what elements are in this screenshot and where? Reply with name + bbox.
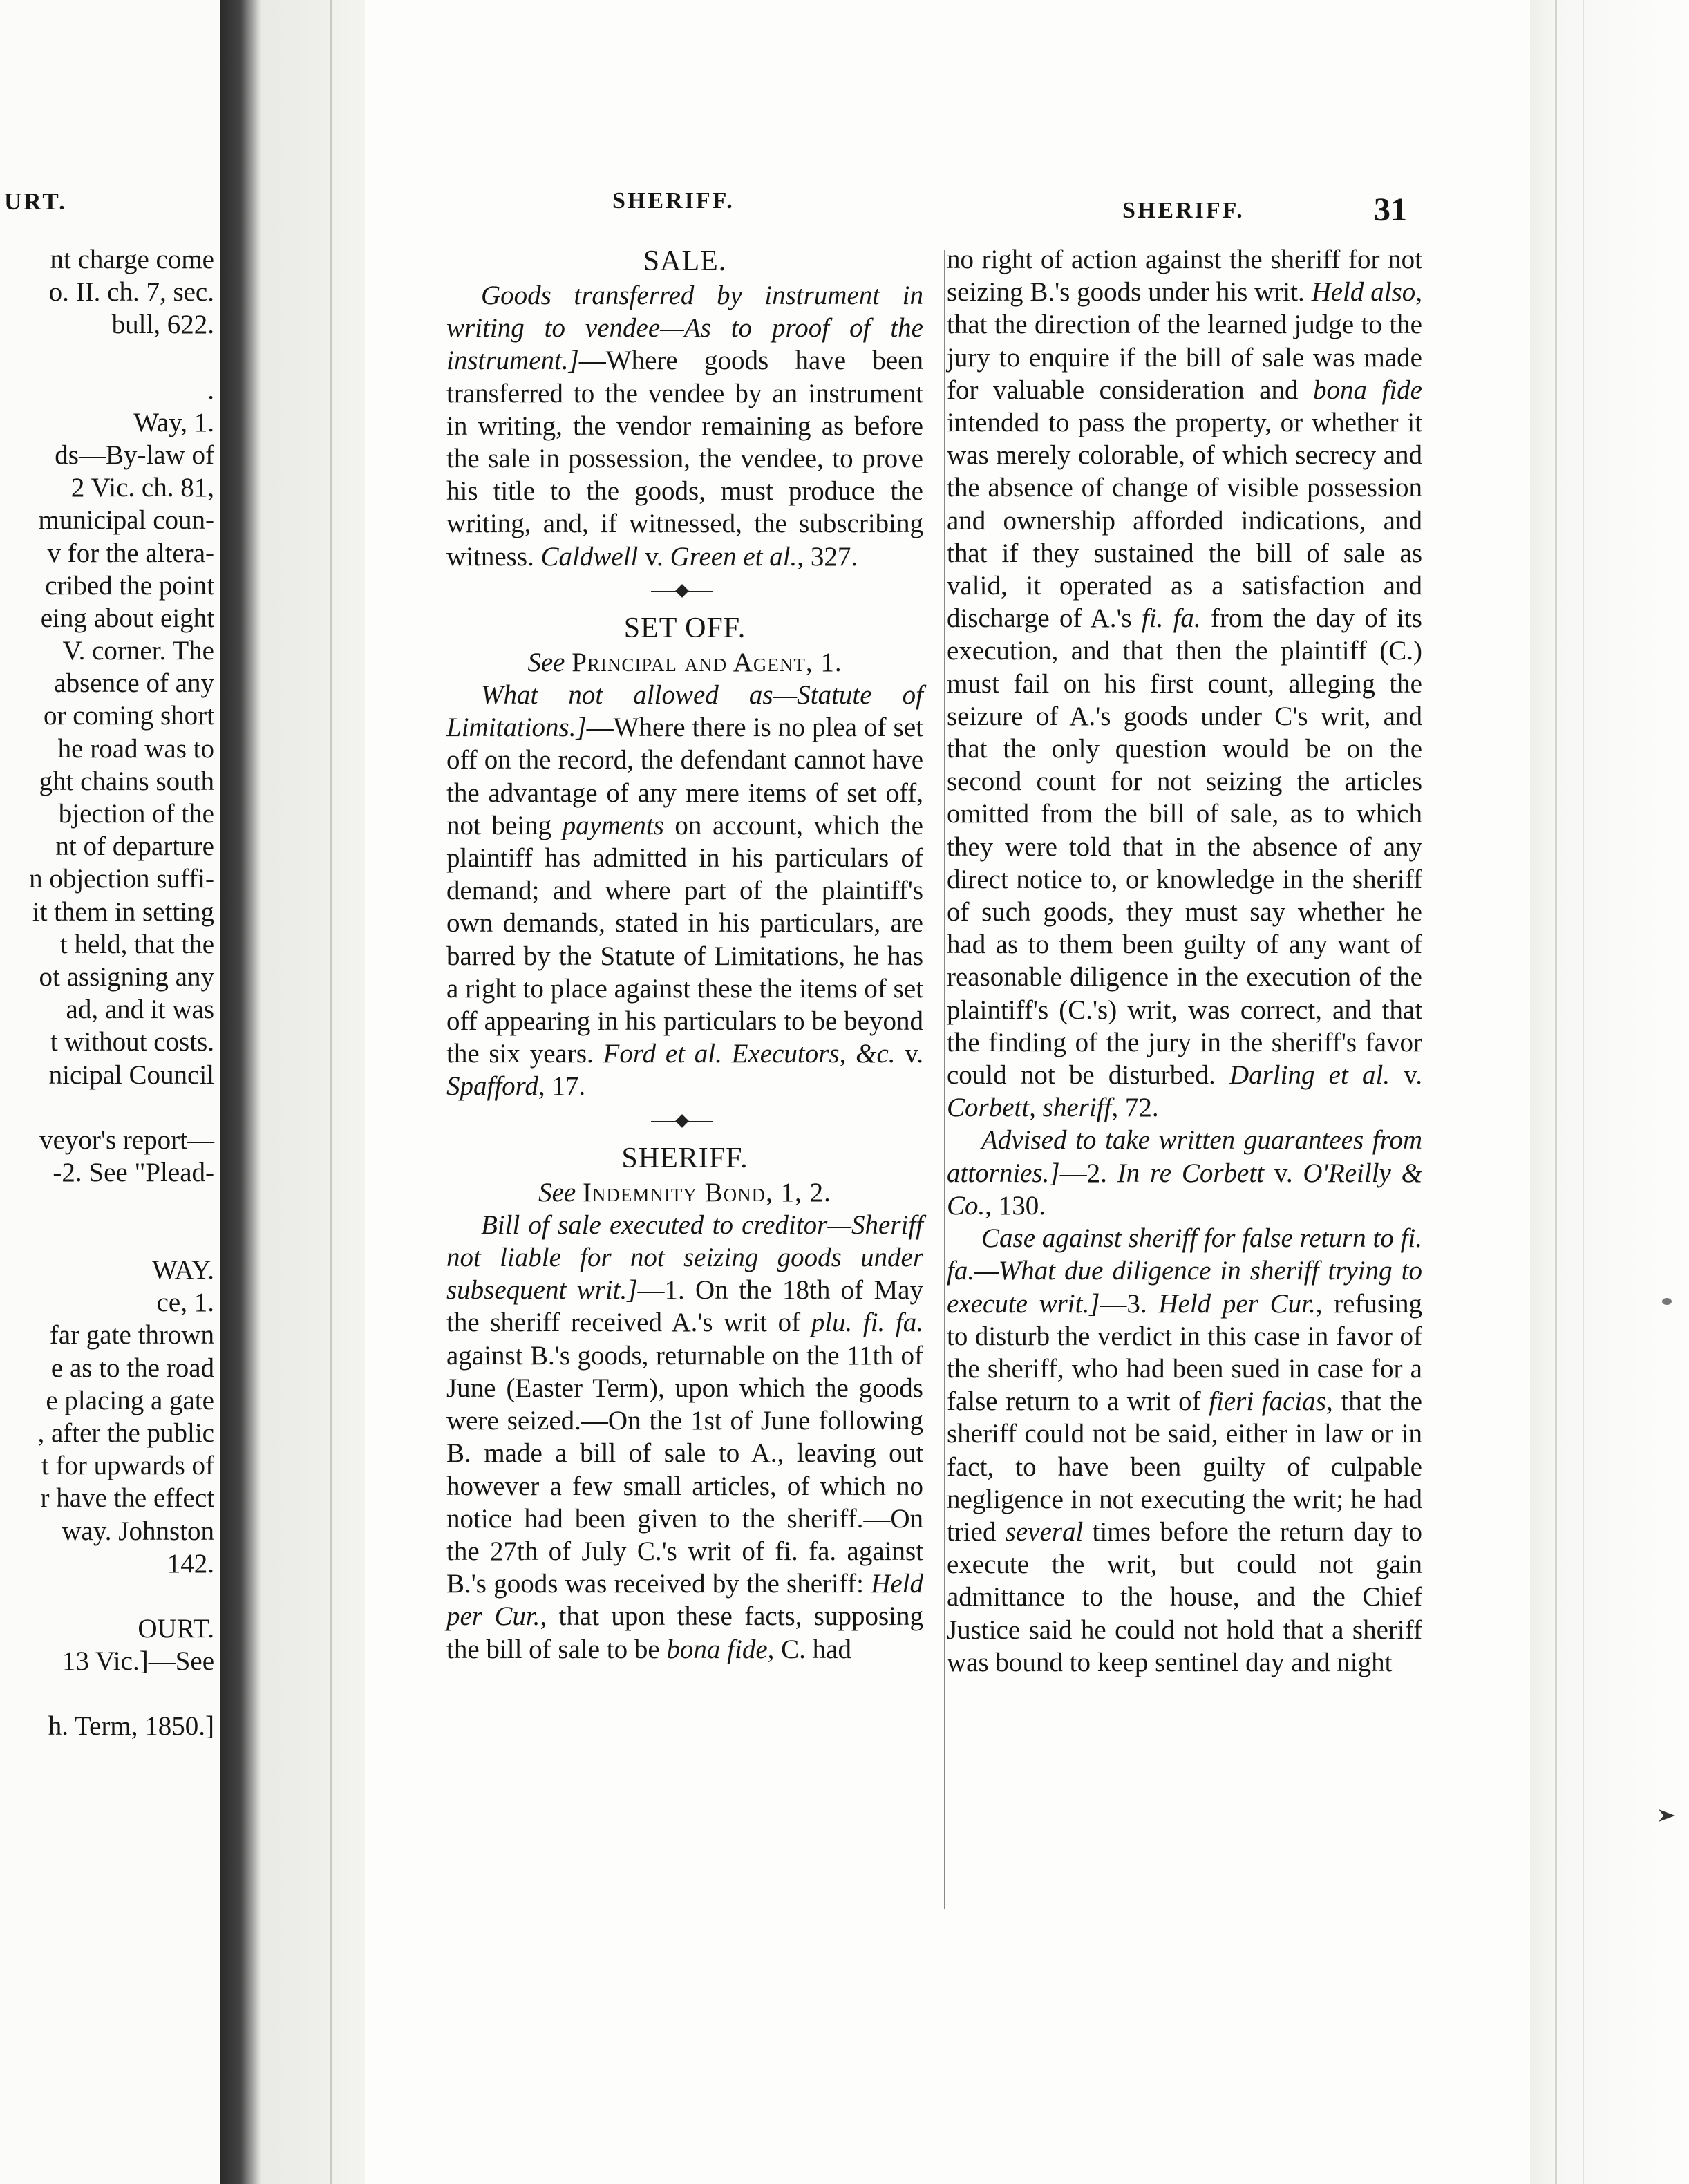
paragraph-text: , that upon these facts, supposing the bill of sale to be — [446, 1601, 923, 1664]
running-head-center: SHERIFF. — [612, 188, 735, 214]
left-page-line: t held, that the — [59, 929, 214, 959]
sheriff-paragraph-1 — [446, 1209, 923, 1666]
headnote: Case against sheriff for false return to fi. fa.—What due diligence in sheriff trying to execute writ.] — [947, 1223, 1422, 1319]
emphasis: Held also — [1311, 277, 1416, 308]
left-page-line: OURT. — [138, 1613, 214, 1644]
emphasis: bona fide — [666, 1634, 768, 1664]
left-page-line: r have the effect — [40, 1483, 214, 1514]
emphasis: fieri facias — [1209, 1386, 1326, 1417]
section-title-set-off: SET OFF. — [623, 612, 746, 644]
sheriff-paragraph-2 — [947, 1124, 1422, 1222]
gutter-divider — [330, 0, 332, 2184]
left-page-text — [0, 243, 214, 1743]
paragraph-text: , that the sheriff could not be said, either in law or in fact, to have been guilty of culpable negligence in not executing the writ; he had tried — [947, 1386, 1422, 1547]
case-name: O'Reilly & Co. — [947, 1158, 1423, 1221]
case-name: Green et al. — [670, 541, 798, 572]
paragraph-text: —3. — [1100, 1288, 1159, 1319]
paragraph-text: times before the return day to execute the writ, but could not gain admittance to the house, and the Chief Justice said he could not hold that a sheriff was bound to keep sentinel day and night — [947, 1516, 1423, 1677]
see-word: See — [538, 1177, 576, 1207]
cross-reference-target: Indemnity Bond, 1, 2. — [582, 1177, 831, 1207]
left-page-line: e placing a gate — [46, 1385, 214, 1415]
emphasis: several — [1005, 1516, 1084, 1547]
column-right — [947, 243, 1422, 1679]
paragraph-text: —Where there is no plea of set off on the record, the defendant cannot have the advantage of any mere items of set off, not being — [446, 713, 923, 840]
set-off-paragraph — [446, 679, 923, 1103]
case-versus: v. — [895, 1039, 924, 1069]
case-versus: v. — [1264, 1158, 1303, 1188]
sale-paragraph — [446, 279, 923, 573]
edge-mark — [1662, 1298, 1672, 1305]
see-word: See — [527, 647, 565, 677]
cross-reference — [446, 1176, 923, 1209]
left-page-line: 13 Vic.]—See — [62, 1646, 214, 1677]
left-page-line: -2. See "Plead- — [53, 1157, 214, 1187]
left-page-line: or coming short — [44, 701, 214, 731]
left-page-line: ght chains south — [39, 766, 214, 796]
page-gutter — [220, 0, 365, 2184]
citation: , 72. — [1111, 1093, 1159, 1123]
page-edge-line — [1555, 0, 1557, 2184]
left-page-line — [0, 1221, 214, 1254]
left-page-line: n objection suffi- — [29, 864, 214, 894]
page-edge-line — [1583, 0, 1584, 2184]
paragraph-text: against B.'s goods, returnable on the 11th of June (Easter Term), upon which the goods were seized.—On the 1st of June following B. made a bill of sale to A., leaving out however a few small articles, of which no notice had been given to the sheriff.—On the 27th of July C.'s writ of fi. fa. against B.'s goods was received by the sheriff: — [446, 1340, 923, 1599]
citation: , 327. — [797, 541, 858, 572]
paragraph-text: , refusing to disturb the verdict in this case in favor of the sheriff, who had been sued in case for a false return to a writ of — [947, 1288, 1422, 1417]
left-page-line: way. Johnston — [62, 1516, 214, 1546]
case-name: Darling et al. — [1229, 1060, 1390, 1091]
paragraph-text: , C. had — [767, 1634, 851, 1664]
paragraph-text: intended to pass the property, or whether it was merely colorable, of which secrecy and the absence of change of visible possession and ownership afforded indications, and that if they sustained the bill of sale as valid, it operated as a satisfaction and discharge of A.'s — [947, 408, 1422, 634]
paragraph-text: —2. — [1059, 1158, 1117, 1188]
left-page-line: nt charge come — [50, 245, 214, 274]
left-page-line: veyor's report— — [39, 1124, 214, 1155]
case-name: In re Corbett — [1117, 1158, 1265, 1188]
left-page-line: cribed the point — [45, 570, 214, 601]
left-page-line: he road was to — [57, 733, 214, 764]
emphasis: Held per Cur. — [1158, 1288, 1316, 1319]
emphasis: fi. fa. — [1141, 603, 1201, 634]
left-page-line: h. Term, 1850.] — [48, 1711, 214, 1742]
left-page-line: o. II. ch. 7, sec. — [48, 277, 214, 308]
left-page-line: absence of any — [54, 668, 214, 699]
paragraph-text: —Where goods have been transferred to the vendee by an instrument in writing, the vendor remaining as before the sale in possession, the vendee, to prove his title to the goods, must produce the writing, and, if witnessed, the subscribing witness. — [446, 346, 923, 572]
paragraph-text: on account, which the plaintiff has admitted in his particulars of demand; and where part of the plaintiff's own demands, stated in his particulars, are barred by the Statute of Limitations, he has a right to place against these the items of set off appearing in his particulars to be beyond the six years. — [446, 810, 923, 1069]
emphasis: payments — [562, 810, 664, 840]
left-page-line: ot assigning any — [39, 961, 214, 992]
emphasis: bona fide — [1313, 375, 1422, 405]
citation: , 17. — [538, 1071, 586, 1102]
left-page-line: ce, 1. — [156, 1288, 214, 1318]
left-page-line: ad, and it was — [66, 995, 214, 1025]
sheriff-paragraph-1-continued — [947, 243, 1422, 1124]
left-page-line — [0, 1580, 214, 1612]
emphasis: plu. fi. fa. — [811, 1308, 923, 1338]
case-versus: v. — [638, 541, 670, 572]
headnote: What not allowed as—Statute of Limitations.] — [446, 680, 923, 743]
page-number: 31 — [1374, 191, 1407, 228]
left-page-line: bull, 622. — [111, 310, 214, 340]
emphasis: Held per Cur. — [446, 1569, 923, 1632]
left-page-line: 142. — [167, 1548, 214, 1579]
case-name: Caldwell — [540, 541, 639, 572]
case-versus: v. — [1390, 1060, 1423, 1091]
left-page-line: WAY. — [152, 1255, 214, 1286]
left-page-line: v for the altera- — [47, 538, 214, 568]
headnote: Advised to take written guarantees from attornies.] — [947, 1125, 1422, 1188]
cross-reference-target: Principal and Agent, 1. — [572, 647, 842, 677]
page-edge — [1530, 0, 1689, 2184]
cross-reference — [446, 646, 923, 679]
case-name: Ford et al. Executors, &c. — [603, 1039, 896, 1069]
paragraph-text: from the day of its execution, and that then the plaintiff (C.) must fail on his first count, alleging the seizure of A.'s goods under C's writ, and that the only question would be on the second count for not seizing the articles omitted from the bill of sale, as to which they were told that in the absence of any direct notice to, or knowledge in the sheriff of such goods, they must say whether he had as to them been guilty of any want of reasonable diligence in the execution of the plaintiff's (C.'s) writ, was correct, and that the finding of the jury in the sheriff's favor could not be disturbed. — [947, 603, 1422, 1091]
left-page-line: nicipal Council — [48, 1060, 214, 1090]
paragraph-text: —1. On the 18th of May the sheriff received A.'s writ of — [446, 1275, 923, 1338]
left-page-line: eing about eight — [40, 603, 214, 633]
column-left — [446, 243, 923, 1666]
left-page-line: nt of departure — [55, 831, 214, 862]
section-title-sale: SALE. — [643, 245, 727, 277]
case-name: Spafford — [446, 1071, 538, 1102]
paragraph-text: no right of action against the sheriff for not seizing B.'s goods under his writ. — [947, 245, 1422, 308]
section-title-sheriff: SHERIFF. — [621, 1142, 748, 1174]
section-ornament — [446, 1109, 923, 1135]
left-page-line: ds—By-law of — [55, 440, 214, 470]
column-rule — [944, 250, 945, 1909]
running-head-right: SHERIFF. — [1122, 198, 1245, 223]
sheriff-paragraph-3 — [947, 1222, 1422, 1679]
left-page-line — [0, 341, 214, 374]
left-page-line: municipal coun- — [38, 505, 214, 536]
left-running-head: URT. — [4, 188, 67, 215]
left-facing-page — [0, 0, 220, 2184]
left-page-line: t for upwards of — [41, 1451, 214, 1481]
left-page-line: e as to the road — [50, 1353, 214, 1383]
citation: , 130. — [985, 1190, 1046, 1221]
section-ornament — [446, 578, 923, 605]
left-page-line: t without costs. — [50, 1027, 214, 1057]
headnote: Bill of sale executed to creditor—Sheriff not liable for not seizing goods under subsequent writ.] — [446, 1209, 923, 1306]
left-page-line: it them in setting — [32, 896, 214, 927]
left-page-line — [0, 1189, 214, 1221]
left-page-line — [0, 1091, 214, 1124]
left-page-line: , after the public — [37, 1418, 214, 1448]
left-page-line: far gate thrown — [49, 1320, 214, 1350]
left-page-line: Way, 1. — [133, 407, 214, 437]
headnote: Goods transferred by instrument in writing to vendee—As to proof of the instrument.] — [446, 281, 923, 376]
paragraph-text: , that the direction of the learned judge to the jury to enquire if the bill of sale was made for valuable consideration and — [947, 277, 1422, 405]
left-page-line: . — [207, 375, 214, 405]
left-page-line: V. corner. The — [62, 636, 214, 666]
left-page-line: bjection of the — [58, 799, 214, 829]
left-page-line: 2 Vic. ch. 81, — [70, 473, 214, 503]
case-name: Corbett, sheriff — [947, 1093, 1112, 1123]
left-page-line — [0, 1677, 214, 1710]
